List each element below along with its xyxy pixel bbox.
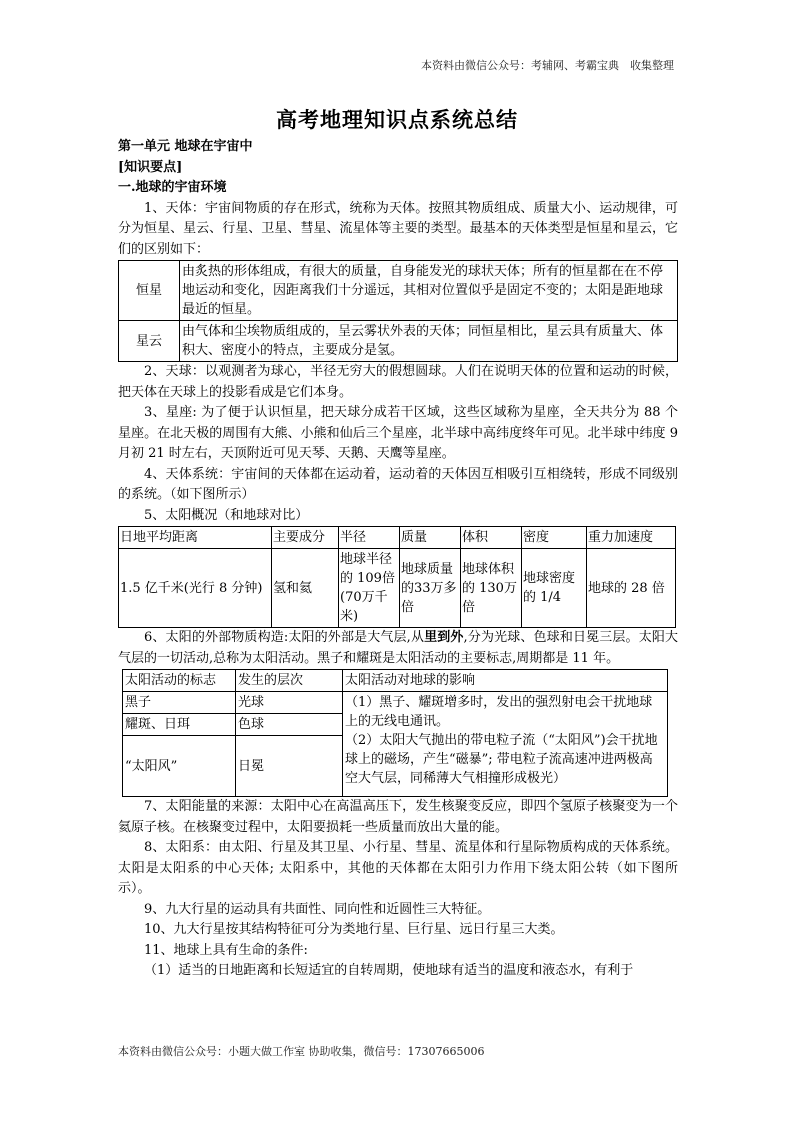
table-header: 太阳活动的标志 bbox=[123, 670, 236, 692]
effects-cell bbox=[343, 692, 668, 797]
table-row bbox=[119, 321, 678, 362]
table-cell: 地球质量的33万多倍 bbox=[400, 549, 461, 628]
document-title: 高考地理知识点系统总结 bbox=[276, 107, 518, 132]
table-header: 半径 bbox=[339, 527, 400, 549]
sun-overview-table bbox=[118, 526, 676, 628]
table-cell: 1.5 亿千米(光行 8 分钟) bbox=[119, 549, 272, 628]
table-cell: 黑子 bbox=[123, 692, 236, 714]
table-header: 太阳活动对地球的影响 bbox=[343, 670, 668, 692]
table-cell: 由气体和尘埃物质组成的，呈云雾状外表的天体；同恒星相比，星云具有质量大、体积大、密度小的特点，主要成分是氢。 bbox=[180, 321, 678, 362]
table-cell: 光球 bbox=[236, 692, 343, 714]
table-cell: 恒星 bbox=[119, 261, 180, 321]
text-span: 6、太阳的外部物质构造:太阳的外部是大气层,从 bbox=[144, 630, 425, 645]
paragraph-6 bbox=[118, 628, 678, 669]
paragraph-12: （1）适当的日地距离和长短适宜的自转周期，使地球有适当的温度和液态水，有利于 bbox=[144, 963, 634, 978]
table-row bbox=[123, 692, 668, 714]
paragraph-2: 2、天球：以观测者为球心，半径无穷大的假想圆球。人们在说明天体的位置和运动的时候，把天体在天球上的投影看成是它们本身。 bbox=[118, 364, 678, 400]
solar-activity-table bbox=[122, 669, 668, 797]
table-cell: 日冕 bbox=[236, 736, 343, 797]
section-heading: 一.地球的宇宙环境 bbox=[118, 180, 227, 195]
table-cell: 氢和氦 bbox=[272, 549, 339, 628]
section-tag: [知识要点] bbox=[118, 159, 183, 175]
table-cell: 地球体积的 130万倍 bbox=[461, 549, 522, 628]
paragraph-8: 8、太阳系：由太阳、行星及其卫星、小行星、彗星、流星体和行星际物质构成的天体系统。太阳是太阳系的中心天体; 太阳系中，其他的天体都在太阳引力作用下绕太阳公转（如下图所示）。 bbox=[118, 840, 678, 896]
text-span: ,分为光球、色球和日冕三层。太阳大气层的一切活动,总称为太阳活动。黑子和耀斑是太阳活动的主要标志,周期都是 11 年。 bbox=[118, 630, 678, 666]
page-header: 本资料由微信公众号：考辅网、考霸宝典 收集整理 bbox=[421, 59, 674, 72]
table-cell: 地球密度的 1/4 bbox=[522, 549, 587, 628]
paragraph-3: 3、星座: 为了便于认识恒星，把天球分成若干区域，这些区域称为星座，全天共分为 88 个星座。在北天极的周围有大熊、小熊和仙后三个星座，北半球中高纬度终年可见。北半球中纬度 9 月初 21 时左右，天顶附近可见天琴、天鹅、天鹰等星座。 bbox=[118, 405, 678, 461]
table-header-row bbox=[119, 527, 676, 549]
table-cell: “太阳风” bbox=[123, 736, 236, 797]
table-cell: 由炙热的形体组成，有很大的质量，自身能发光的球状天体；所有的恒星都在在不停地运动和变化，因距离我们十分遥远，其相对位置似乎是固定不变的；太阳是距地球最近的恒星。 bbox=[180, 261, 678, 321]
document-body bbox=[118, 137, 678, 982]
table-header: 主要成分 bbox=[272, 527, 339, 549]
paragraph-7: 7、太阳能量的来源：太阳中心在高温高压下，发生核聚变反应，即四个氢原子核聚变为一个氦原子核。在核聚变过程中，太阳要损耗一些质量而放出大量的能。 bbox=[118, 799, 678, 835]
table-cell: 地球半径的 109倍(70万千米) bbox=[339, 549, 400, 628]
paragraph-9: 9、九大行星的运动具有共面性、同向性和近圆性三大特征。 bbox=[144, 901, 491, 917]
table-cell: 色球 bbox=[236, 714, 343, 736]
table-row bbox=[119, 549, 676, 628]
paragraph-10: 10、九大行星按其结构特征可分为类地行星、巨行星、远日行星三大类。 bbox=[144, 922, 564, 937]
table-header: 重力加速度 bbox=[587, 527, 676, 549]
table-cell: 星云 bbox=[119, 321, 180, 362]
star-nebula-table bbox=[118, 260, 678, 362]
table-header: 日地平均距离 bbox=[119, 527, 272, 549]
table-cell: 耀斑、日珥 bbox=[123, 714, 236, 736]
table-header: 体积 bbox=[461, 527, 522, 549]
paragraph-4: 4、天体系统：宇宙间的天体都在运动着，运动着的天体因互相吸引互相绕转，形成不同级别的系统。（如下图所示） bbox=[118, 466, 678, 502]
page-footer: 本资料由微信公众号：小题大做工作室 协助收集，微信号：17307665006 bbox=[118, 1045, 485, 1058]
table-header: 发生的层次 bbox=[236, 670, 343, 692]
table-row bbox=[119, 261, 678, 321]
table-header: 密度 bbox=[522, 527, 587, 549]
effect-item: （1）黑子、耀斑增多时，发出的强烈射电会干扰地球上的无线电通讯。 bbox=[345, 695, 653, 729]
bold-text: 里到外 bbox=[424, 630, 464, 645]
table-cell: 地球的 28 倍 bbox=[587, 549, 676, 628]
effect-item: （2）太阳大气抛出的带电粒子流（“太阳风”)会干扰地球上的磁场，产生“磁暴”; 带电粒子流高速冲进两极高空大气层，同稀薄大气相撞形成极光） bbox=[345, 733, 658, 786]
unit-heading: 第一单元 地球在宇宙中 bbox=[118, 139, 253, 154]
paragraph-1: 1、天体：宇宙间物质的存在形式，统称为天体。按照其物质组成、质量大小、运动规律，可分为恒星、星云、行星、卫星、彗星、流星体等主要的类型。最基本的天体类型是恒星和星云，它们的区别如下： bbox=[118, 200, 678, 257]
paragraph-11: 11、地球上具有生命的条件: bbox=[144, 942, 308, 958]
paragraph-5: 5、太阳概况（和地球对比） bbox=[144, 507, 309, 523]
table-header-row bbox=[123, 670, 668, 692]
table-header: 质量 bbox=[400, 527, 461, 549]
